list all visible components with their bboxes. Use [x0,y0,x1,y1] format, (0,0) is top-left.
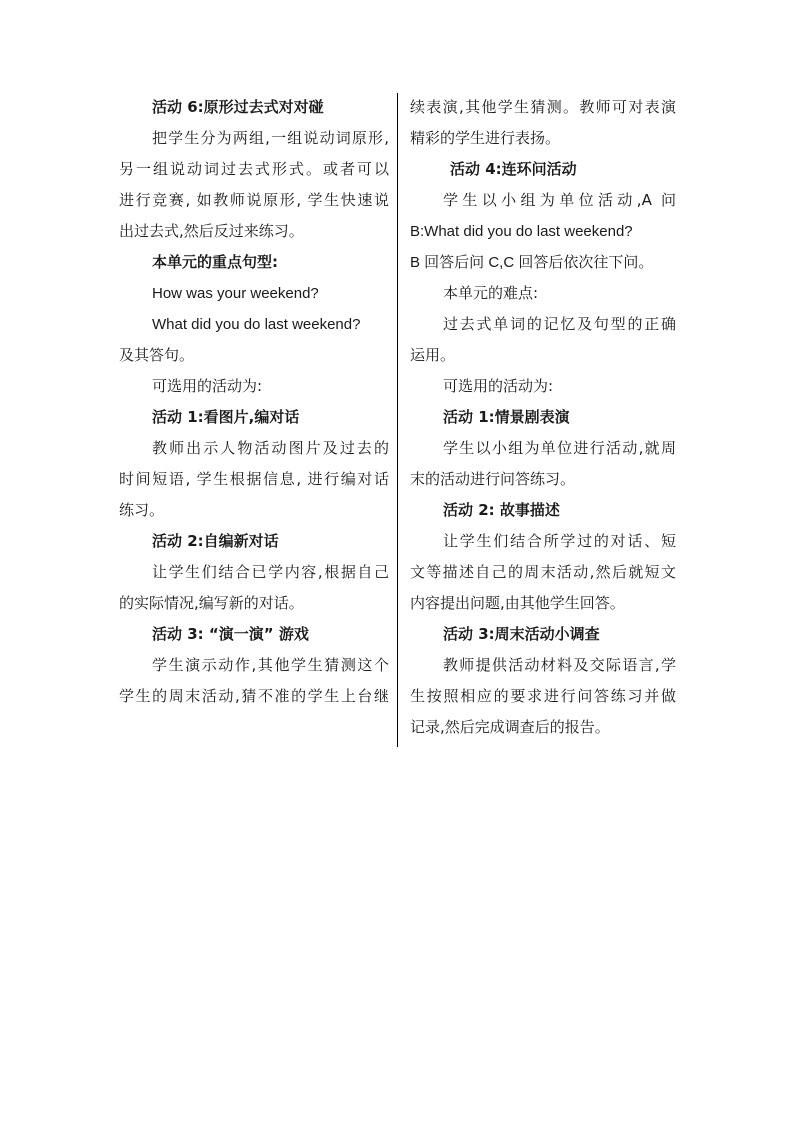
section-heading: 活动 6:原形过去式对对碰 [152,98,324,116]
text-line: 的实际情况,编写新的对话。 [119,594,304,612]
text-line: 学生以小组为单位活动,A 问 [443,191,676,209]
text-line: 让学生们结合已学内容,根据自己 [152,563,389,581]
text-line: 另一组说动词过去式形式。或者可以 [119,160,389,178]
text-line: B 回答后问 C,C 回答后依次往下问。 [410,254,654,271]
text-line: 精彩的学生进行表扬。 [410,129,561,147]
text-line: 教师提供活动材料及交际语言,学 [443,656,676,674]
text-line: 可选用的活动为: [152,377,263,395]
text-line: 出过去式,然后反过来练习。 [119,222,304,240]
text-line: What did you do last weekend? [152,316,361,333]
section-heading: 活动 1:情景剧表演 [443,408,570,426]
text-line: 可选用的活动为: [443,377,554,395]
text-line: 生按照相应的要求进行问答练习并做 [410,687,676,705]
section-heading: 活动 1:看图片,编对话 [152,408,300,426]
text-line: 练习。 [119,501,165,519]
section-heading: 活动 3:周末活动小调查 [443,625,600,643]
text-line: 学生的周末活动,猜不准的学生上台继 [119,687,389,705]
text-line: B:What did you do last weekend? [410,223,633,240]
text-line: 及其答句。 [119,346,195,364]
text-line: 末的活动进行问答练习。 [410,470,576,488]
text-line: 让学生们结合所学过的对话、短 [443,532,676,550]
section-heading: 活动 3: “演一演” 游戏 [152,625,309,643]
column-divider [397,93,398,747]
text-line: 本单元的难点: [443,284,539,302]
text-line: 把学生分为两组,一组说动词原形, [152,129,389,147]
text-line: 时间短语, 学生根据信息, 进行编对话 [119,470,389,488]
text-line: 教师出示人物活动图片及过去的 [152,439,389,457]
section-heading: 本单元的重点句型: [152,253,278,271]
text-line: How was your weekend? [152,285,319,302]
text-line: 内容提出问题,由其他学生回答。 [410,594,625,612]
text-line: 记录,然后完成调查后的报告。 [410,718,610,736]
text-line: 过去式单词的记忆及句型的正确 [443,315,676,333]
text-line: 学生演示动作,其他学生猜测这个 [152,656,389,674]
text-line: 续表演,其他学生猜测。教师可对表演 [410,98,676,116]
text-line: 进行竞赛, 如教师说原形, 学生快速说 [119,191,389,209]
section-heading: 活动 2:自编新对话 [152,532,279,550]
right-column [410,92,676,743]
text-line: 运用。 [410,346,456,364]
section-heading: 活动 4:连环问活动 [450,160,577,178]
left-column [119,92,389,712]
section-heading: 活动 2: 故事描述 [443,501,560,519]
text-line: 学生以小组为单位进行活动,就周 [443,439,676,457]
text-line: 文等描述自己的周末活动,然后就短文 [410,563,676,581]
